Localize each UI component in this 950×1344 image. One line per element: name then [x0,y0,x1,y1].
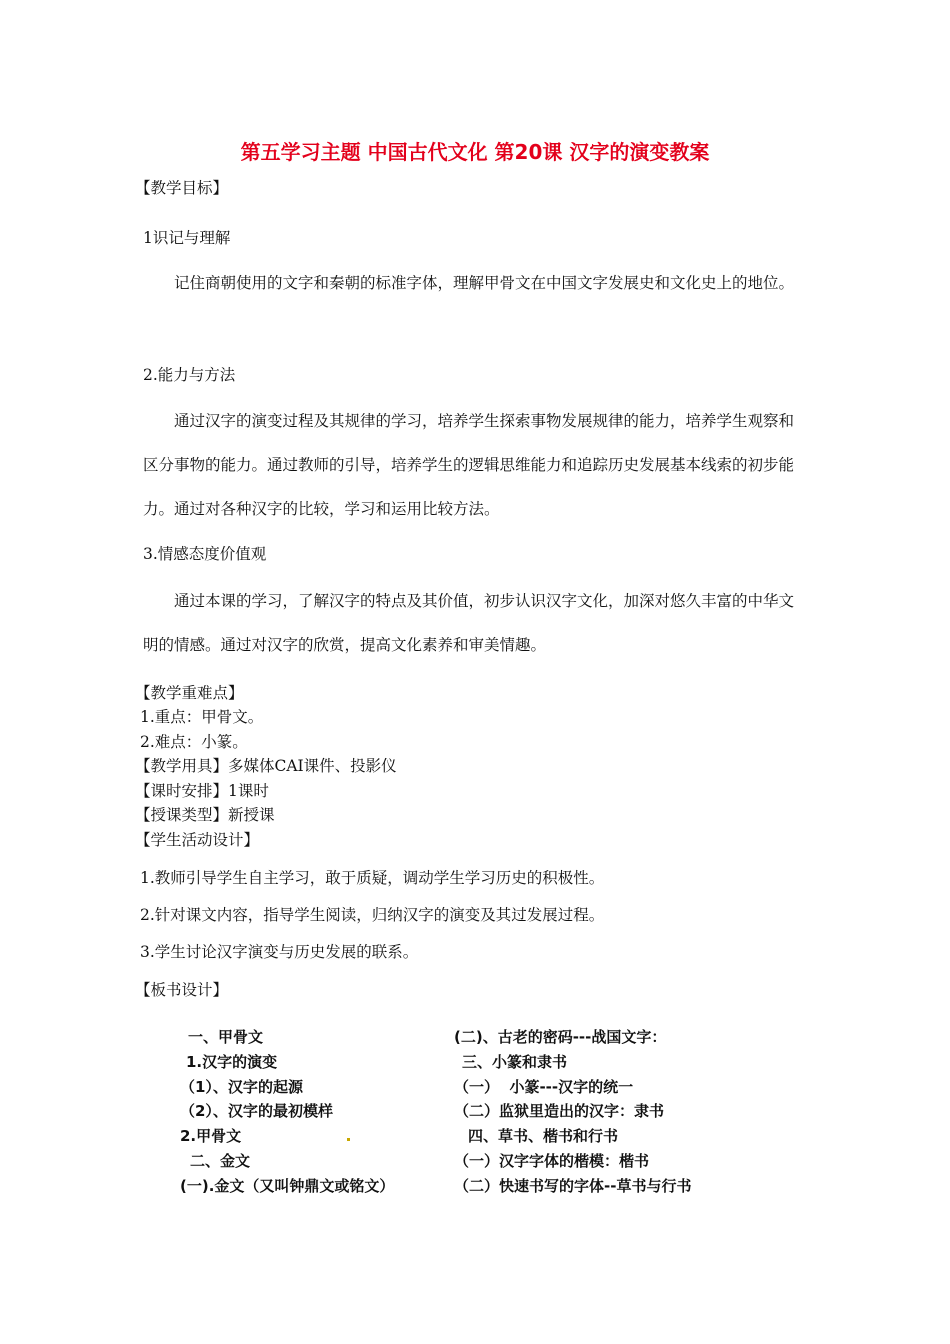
board-left-item: 二、金文 [190,1151,251,1170]
stray-dot [347,1138,350,1141]
goals-heading: 【教学目标】 [135,179,229,197]
key-point: 1.重点：甲骨文。 [140,708,264,726]
board-left-item: （1）、汉字的起源 [180,1077,303,1096]
board-left-item: 一、甲骨文 [188,1028,264,1046]
goal3-text: 通过本课的学习，了解汉字的特点及其价值，初步认识汉字文化，加深对悠久丰富的中华文明的情感。通过对汉字的欣赏，提高文化素养和审美情趣。 [143,592,795,654]
activity-heading: 【学生活动设计】 [135,831,260,849]
board-right-item: (二)、古老的密码---战国文字： [454,1028,667,1046]
goal2-text: 通过汉字的演变过程及其规律的学习，培养学生探索事物发展规律的能力，培养学生观察和区分事物的能力。通过教师的引导，培养学生的逻辑思维能力和追踪历史发展基本线索的初步能力。通过对各种汉字的比较，学习和运用比较方法。 [143,412,795,518]
board-right-item: 四、草书、楷书和行书 [468,1127,619,1146]
board-right-item: （二）快速书写的字体--草书与行书 [454,1176,692,1195]
board-left-item: (一).金文（又叫钟鼎文或铭文） [180,1176,395,1195]
teaching-tools: 【教学用具】多媒体CAI课件、投影仪 [135,757,397,775]
board-left-item: 1.汉字的演变 [186,1052,278,1071]
board-right-item: （一）汉字字体的楷模：楷书 [454,1151,650,1170]
board-left-item: （2）、汉字的最初模样 [180,1102,333,1121]
activity-item-2: 2.针对课文内容，指导学生阅读，归纳汉字的演变及其过发展过程。 [140,906,605,924]
board-right-item: （二）监狱里造出的汉字：隶书 [454,1102,665,1121]
document-title: 第五学习主题 中国古代文化 第20课 汉字的演变教案 [240,140,710,164]
goal3-heading: 3.情感态度价值观 [143,545,267,563]
board-right-item: （一） 小篆---汉字的统一 [454,1077,634,1096]
board-heading: 【板书设计】 [135,981,229,999]
key-heading: 【教学重难点】 [135,684,244,702]
activity-item-1: 1.教师引导学生自主学习，敢于质疑，调动学生学习历史的积极性。 [140,869,605,887]
board-right-column [454,1025,691,1199]
goal1-heading: 1识记与理解 [143,229,231,247]
board-right-item: 三、小篆和隶书 [462,1052,568,1071]
goal1-text: 记住商朝使用的文字和秦朝的标准字体，理解甲骨文在中国文字发展史和文化史上的地位。 [174,274,795,292]
goal2-heading: 2.能力与方法 [143,366,236,384]
class-hours: 【课时安排】1课时 [135,782,269,800]
lesson-type: 【授课类型】新授课 [135,806,275,824]
activity-item-3: 3.学生讨论汉字演变与历史发展的联系。 [140,943,419,961]
board-left-column [180,1025,394,1199]
board-left-item: 2.甲骨文 [180,1127,242,1146]
difficult-point: 2.难点：小篆。 [140,733,248,751]
